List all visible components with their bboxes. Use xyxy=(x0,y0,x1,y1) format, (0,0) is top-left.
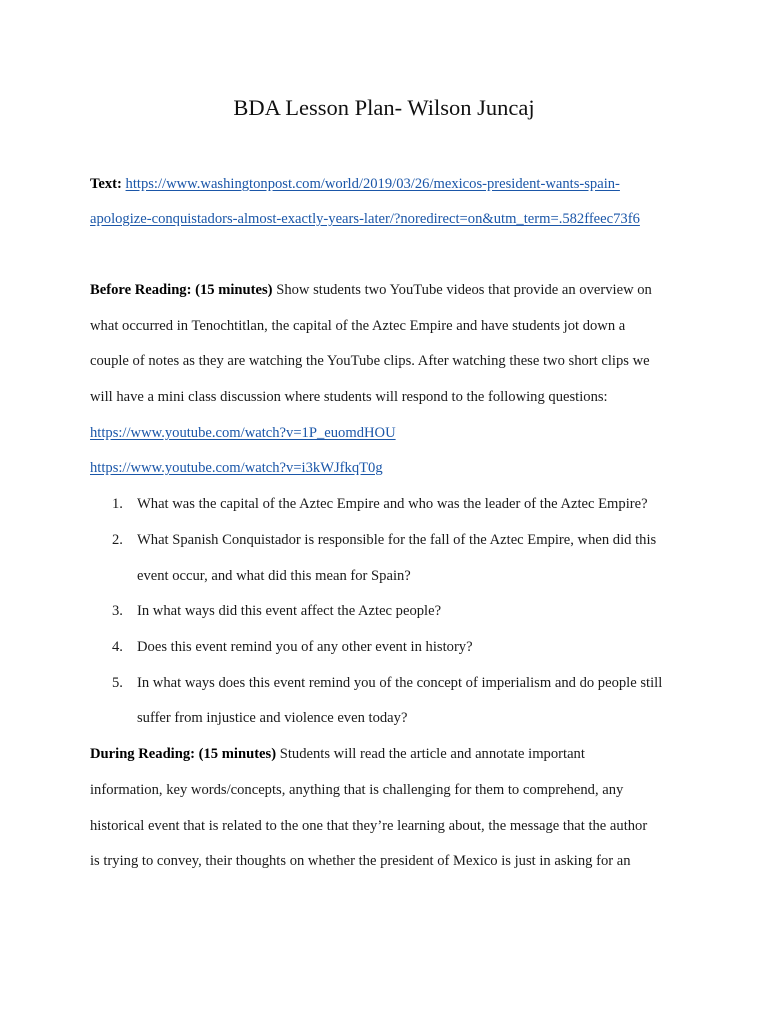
before-reading-line-4: will have a mini class discussion where students will respond to the following questions: xyxy=(90,389,608,405)
question-text: What was the capital of the Aztec Empire and who was the leader of the Aztec Empire? xyxy=(137,496,648,512)
during-reading-text: Students will read the article and annotate important xyxy=(279,746,585,762)
question-number: 1. xyxy=(112,496,123,512)
question-text: Does this event remind you of any other event in history? xyxy=(137,639,473,655)
article-link-part-2[interactable]: apologize-conquistadors-almost-exactly-years-later/?noredirect=on&utm_term=.582ffeec73f6 xyxy=(90,211,640,227)
question-number: 4. xyxy=(112,639,123,655)
question-number: 3. xyxy=(112,603,123,619)
during-reading-line-3: historical event that is related to the one that they’re learning about, the message that the author xyxy=(90,818,648,834)
before-reading-line-1 xyxy=(90,280,652,300)
before-reading-label: Before Reading: (15 minutes) xyxy=(90,282,273,298)
question-text: In what ways did this event affect the Aztec people? xyxy=(137,603,442,619)
page-title: BDA Lesson Plan- Wilson Juncaj xyxy=(233,95,535,120)
question-number: 2. xyxy=(112,532,123,548)
question-text: In what ways does this event remind you of the concept of imperialism and do people still xyxy=(137,675,663,691)
before-reading-line-3: couple of notes as they are watching the YouTube clips. After watching these two short clips we xyxy=(90,353,650,369)
question-text: event occur, and what did this mean for Spain? xyxy=(137,568,411,584)
before-reading-line-2: what occurred in Tenochtitlan, the capital of the Aztec Empire and have students jot down a xyxy=(90,318,626,334)
question-text: What Spanish Conquistador is responsible for the fall of the Aztec Empire, when did this xyxy=(137,532,657,548)
video-link-line-2 xyxy=(90,458,383,478)
youtube-link-1[interactable]: https://www.youtube.com/watch?v=1P_euomdHOU xyxy=(90,425,396,441)
video-link-line-1 xyxy=(90,423,396,443)
during-reading-label: During Reading: (15 minutes) xyxy=(90,746,277,762)
youtube-link-2[interactable]: https://www.youtube.com/watch?v=i3kWJfkqT0g xyxy=(90,460,383,476)
question-text: suffer from injustice and violence even today? xyxy=(137,710,408,726)
before-reading-text: Show students two YouTube videos that provide an overview on xyxy=(276,282,652,298)
text-label: Text: xyxy=(90,176,122,192)
text-line-1 xyxy=(90,174,620,194)
article-link-part-1[interactable]: https://www.washingtonpost.com/world/2019/03/26/mexicos-president-wants-spain- xyxy=(125,176,620,192)
question-number: 5. xyxy=(112,675,123,691)
text-line-2 xyxy=(90,209,640,229)
during-reading-line-2: information, key words/concepts, anything that is challenging for them to comprehend, any xyxy=(90,782,624,798)
during-reading-line-4: is trying to convey, their thoughts on whether the president of Mexico is just in asking for an xyxy=(90,853,631,869)
during-reading-line-1 xyxy=(90,744,585,764)
